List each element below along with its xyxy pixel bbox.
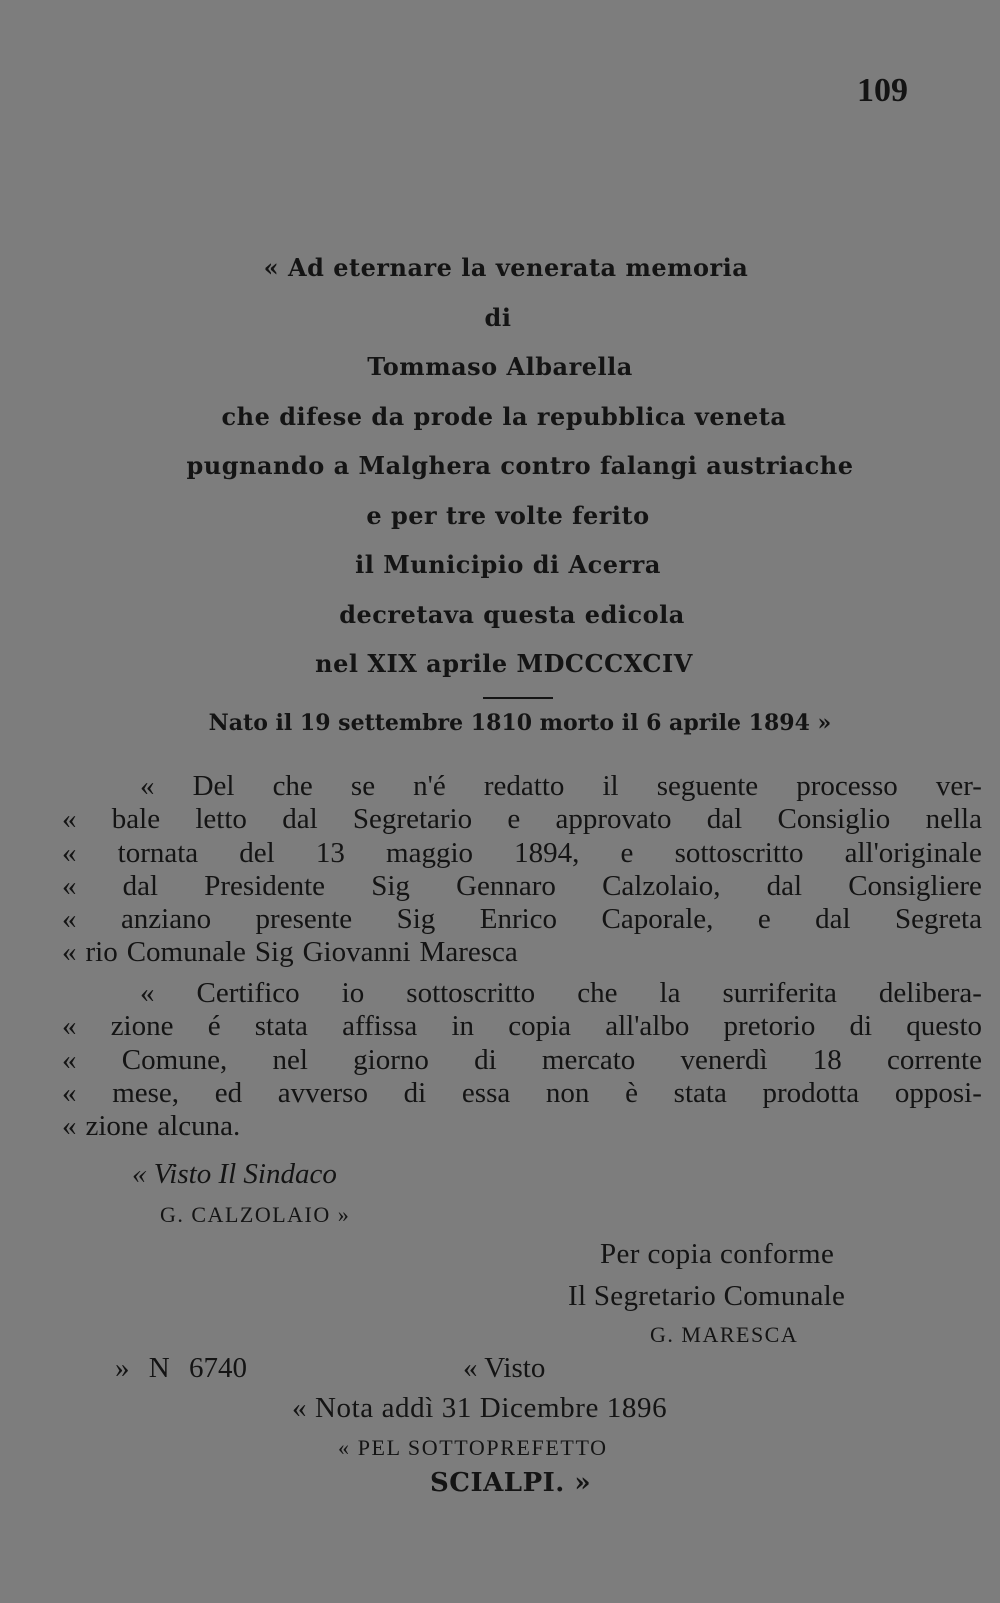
paragraph-line [62,936,982,969]
word: zione [85,1110,149,1143]
word: nel [272,1043,308,1076]
word: « [140,977,155,1009]
visto-sindaco: « Visto Il Sindaco [132,1158,337,1190]
paragraph-line [62,837,982,870]
word: Enrico [479,903,558,936]
word: Caporale, [601,903,714,936]
word: Calzolaio, [602,869,721,902]
word: « [140,770,155,802]
word: e [507,803,521,836]
sottoprefetto-title: « PEL SOTTOPREFETTO [338,1435,608,1460]
word: non [545,1076,590,1109]
word: dal [766,869,803,902]
word: Giovanni [302,936,411,969]
word: avverso [277,1076,368,1109]
word: sottoscritto [406,977,536,1009]
word: stata [254,1010,308,1043]
memorial-inscription [0,243,1000,689]
word: di [849,1010,873,1043]
word: è [625,1076,638,1109]
word: 13 [315,836,345,869]
word: maggio [386,836,474,869]
word: « [62,1110,77,1143]
paragraph-line [62,1044,982,1077]
protocol-number: » N 6740 [115,1352,247,1384]
word: approvato [555,803,672,836]
inscription-line: nel XIX aprile MDCCCXCIV [315,649,693,678]
word: processo [796,770,898,802]
word: « [62,936,77,969]
word: stata [673,1076,727,1109]
word: Consiglio [777,803,891,836]
word: delibera- [878,977,982,1009]
word: seguente [656,770,759,802]
paragraph-line [62,1010,982,1043]
word: « [62,1010,77,1043]
word: tornata [117,836,199,869]
word: di [474,1043,497,1076]
word: la [659,977,681,1009]
word: dal [706,803,743,836]
paragraph-line [62,977,982,1010]
certification-paragraph [62,977,982,1143]
minutes-paragraph [62,770,982,970]
word: surriferita [722,977,837,1009]
word: e [620,836,634,869]
word: in [451,1010,475,1043]
segretario-name: G. MARESCA [650,1322,799,1347]
word: Gennaro [456,869,556,902]
paragraph-line [62,870,982,903]
inscription-line: e per tre volte ferito [366,500,650,530]
word: se [350,770,376,802]
inscription-line: che difese da prode la repubblica veneta [221,401,787,431]
word: mese, [112,1076,180,1109]
word: affissa [342,1010,418,1043]
paragraph-line [62,1110,982,1143]
word: Sig [396,903,436,936]
nota-date: « Nota addì 31 Dicembre 1896 [292,1392,668,1424]
word: all'originale [844,836,982,869]
word: all'albo [605,1010,690,1043]
word: prodotta [762,1076,860,1109]
word: « [62,1076,77,1109]
word: essa [461,1076,511,1109]
word: Segretario [352,803,473,836]
word: Certifico [196,977,300,1009]
word: Sig [371,869,410,902]
word: ed [214,1076,243,1109]
word: redatto [483,770,565,802]
word: corrente [886,1043,982,1076]
word: io [341,977,365,1009]
word: che [272,770,313,802]
word: « [62,1043,77,1076]
word: Segreta [895,903,982,936]
word: questo [906,1010,982,1043]
section-divider [483,697,553,699]
word: giorno [353,1043,429,1076]
word: opposi- [894,1076,982,1109]
word: copia [508,1010,572,1043]
word: Consigliere [848,869,982,902]
inscription-line: di [484,302,512,332]
word: « [62,803,77,836]
word: venerdì [680,1043,768,1076]
word: Maresca [419,936,518,969]
word: « [62,903,77,936]
sottoprefetto-name: SCIALPI. » [430,1468,592,1498]
paragraph-line [62,903,982,936]
word: anziano [120,903,212,936]
word: Comunale [126,936,246,969]
word: sottoscritto [674,836,804,869]
word: Presidente [204,869,326,902]
inscription-line: il Municipio di Acerra [355,550,661,579]
word: bale [111,803,161,836]
word: che [577,977,618,1009]
page-number: 109 [857,72,908,109]
word: dal [282,803,318,836]
inscription-line: « Ad eternare la venerata memoria [263,253,749,282]
word: di [403,1076,427,1109]
paragraph-line [62,770,982,803]
word: 1894, [514,836,580,869]
word: il [602,770,619,802]
word: dal [815,903,851,936]
word: 18 [812,1043,842,1076]
word: zione [110,1010,174,1043]
segretario-title: Il Segretario Comunale [568,1280,846,1312]
inscription-line: decretava questa edicola [339,599,685,629]
word: Del [192,770,235,802]
word: letto [195,803,247,836]
word: del [239,836,275,869]
word: « [62,869,77,902]
paragraph-line [62,1077,982,1110]
word: presente [255,903,353,936]
visto-sottoprefetto: « Visto [463,1352,546,1384]
word: Sig [254,936,294,969]
word: pretorio [723,1010,816,1043]
inscription-line: Tommaso Albarella [367,352,633,381]
copia-conforme: Per copia conforme [600,1238,835,1270]
word: rio [85,936,118,969]
word: e [757,903,771,936]
word: dal [122,869,159,902]
word: ver- [935,770,982,802]
word: alcuna. [157,1110,241,1143]
paragraph-line [62,803,982,836]
word: Comune, [121,1043,228,1076]
word: é [207,1010,221,1043]
sindaco-name: G. CALZOLAIO » [160,1202,351,1227]
word: nella [925,803,982,836]
word: n'é [413,770,446,802]
birth-death-dates: Nato il 19 settembre 1810 morto il 6 aprile 1894 » [208,710,832,736]
word: mercato [541,1043,636,1076]
inscription-line: pugnando a Malghera contro falangi austriache [186,451,854,480]
word: « [62,836,77,869]
